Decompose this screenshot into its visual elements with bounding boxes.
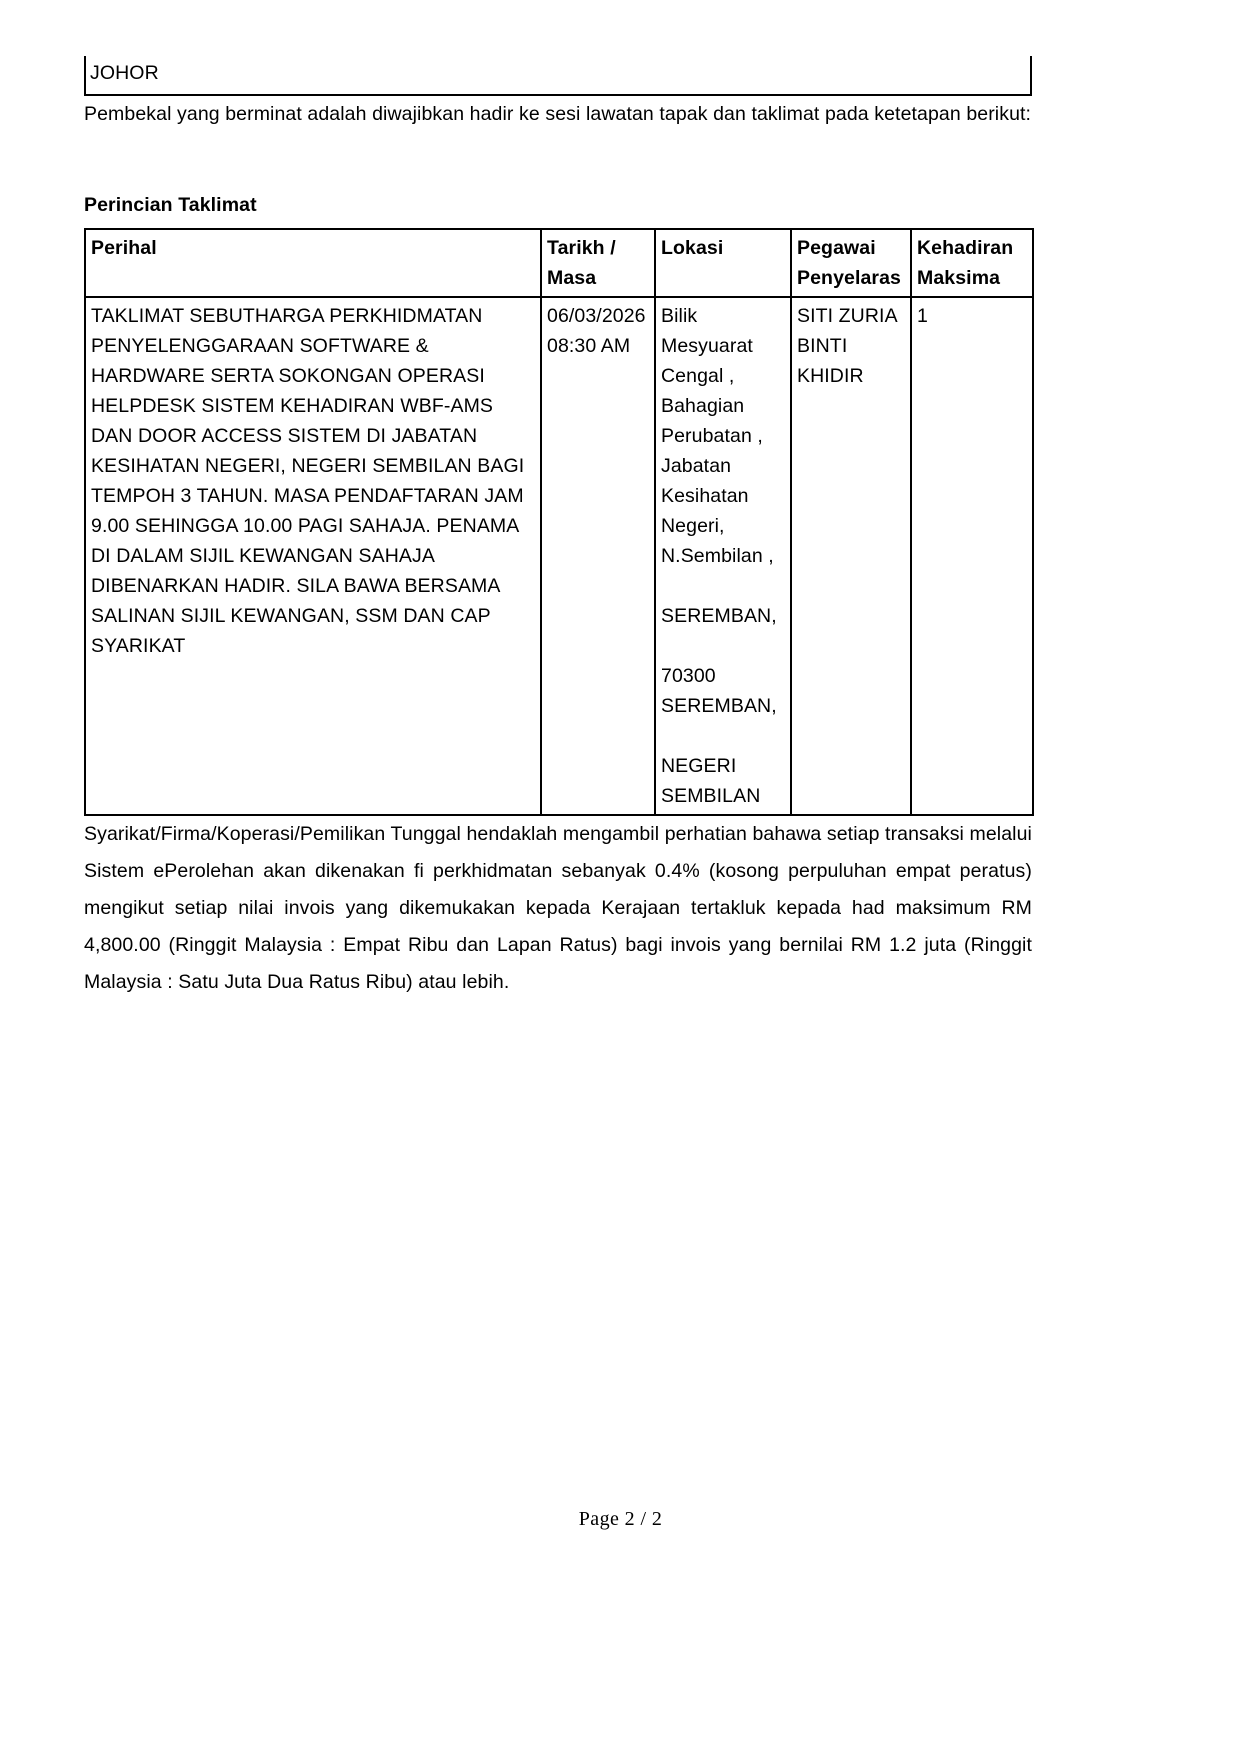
- cell-masa-text: 08:30 AM: [547, 335, 631, 357]
- cell-kehadiran-text: 1: [917, 305, 928, 327]
- continuation-table-cell: [84, 56, 1032, 96]
- closing-paragraph: Syarikat/Firma/Koperasi/Pemilikan Tunggal hendaklah mengambil perhatian bahawa setiap transaksi melalui Sistem ePerolehan akan dikenakan fi perkhidmatan sebanyak 0.4% (kosong perpuluhan empat peratus) mengikut setiap nilai invois yang dikemukakan kepada Kerajaan tertakluk kepada had maksimum RM 4,800.00 (Ringgit Malaysia : Empat Ribu dan Lapan Ratus) bagi invois yang bernilai RM 1.2 juta (Ringgit Malaysia : Satu Juta Dua Ratus Ribu) atau lebih.: [84, 823, 1032, 993]
- cell-lokasi-line3: 70300 SEREMBAN,: [661, 665, 777, 717]
- column-header-tarikh-line1: Tarikh /: [547, 237, 616, 259]
- table-header-row: [85, 229, 1033, 297]
- column-header-kehadiran-line2: Maksima: [917, 267, 1001, 289]
- cell-lokasi-spacer: [661, 571, 787, 601]
- cell-lokasi-line1: Bilik Mesyuarat Cengal , Bahagian Perubatan , Jabatan Kesihatan Negeri, N.Sembilan ,: [661, 305, 774, 567]
- cell-lokasi: [655, 297, 791, 815]
- column-header-tarikh-line2: Masa: [547, 267, 597, 289]
- cell-tarikh-masa: [541, 297, 655, 815]
- cell-perihal: [85, 297, 541, 815]
- column-header-pegawai-line2: Penyelaras: [797, 267, 901, 289]
- cell-kehadiran-maksima: [911, 297, 1033, 815]
- cell-tarikh-text: 06/03/2026: [547, 305, 646, 327]
- cell-lokasi-line4: NEGERI SEMBILAN: [661, 755, 761, 807]
- intro-paragraph: Pembekal yang berminat adalah diwajibkan hadir ke sesi lawatan tapak dan taklimat pada ketetapan berikut:: [84, 103, 1032, 125]
- cell-lokasi-line2: SEREMBAN,: [661, 605, 777, 627]
- cell-pegawai-penyelaras: [791, 297, 911, 815]
- column-header-tarikh-masa: [541, 229, 655, 297]
- cell-lokasi-spacer: [661, 721, 787, 751]
- cell-lokasi-spacer: [661, 631, 787, 661]
- column-header-lokasi: [655, 229, 791, 297]
- column-header-kehadiran-line1: Kehadiran: [917, 237, 1014, 259]
- column-header-pegawai-penyelaras: [791, 229, 911, 297]
- column-header-pegawai-line1: Pegawai: [797, 237, 876, 259]
- column-header-perihal-text: Perihal: [91, 237, 157, 259]
- column-header-kehadiran-maksima: [911, 229, 1033, 297]
- header-spacer: [661, 263, 787, 293]
- header-spacer: [91, 263, 537, 293]
- continuation-cell-label: JOHOR: [90, 62, 159, 84]
- briefing-details-table: [84, 228, 1034, 816]
- page-content: [84, 0, 1032, 1001]
- table-row: [85, 297, 1033, 815]
- cell-perihal-text: TAKLIMAT SEBUTHARGA PERKHIDMATAN PENYELENGGARAAN SOFTWARE & HARDWARE SERTA SOKONGAN OPERASI HELPDESK SISTEM KEHADIRAN WBF-AMS DAN DOOR ACCESS SISTEM DI JABATAN KESIHATAN NEGERI, NEGERI SEMBILAN BAGI TEMPOH 3 TAHUN. MASA PENDAFTARAN JAM 9.00 SEHINGGA 10.00 PAGI SAHAJA. PENAMA DI DALAM SIJIL KEWANGAN SAHAJA DIBENARKAN HADIR. SILA BAWA BERSAMA SALINAN SIJIL KEWANGAN, SSM DAN CAP SYARIKAT: [91, 305, 530, 657]
- cell-pegawai-text: SITI ZURIA BINTI KHIDIR: [797, 305, 903, 387]
- page-footer: Page 2 / 2: [578, 1508, 663, 1530]
- section-heading-perincian-taklimat: Perincian Taklimat: [84, 194, 257, 216]
- column-header-perihal: [85, 229, 541, 297]
- column-header-lokasi-text: Lokasi: [661, 237, 724, 259]
